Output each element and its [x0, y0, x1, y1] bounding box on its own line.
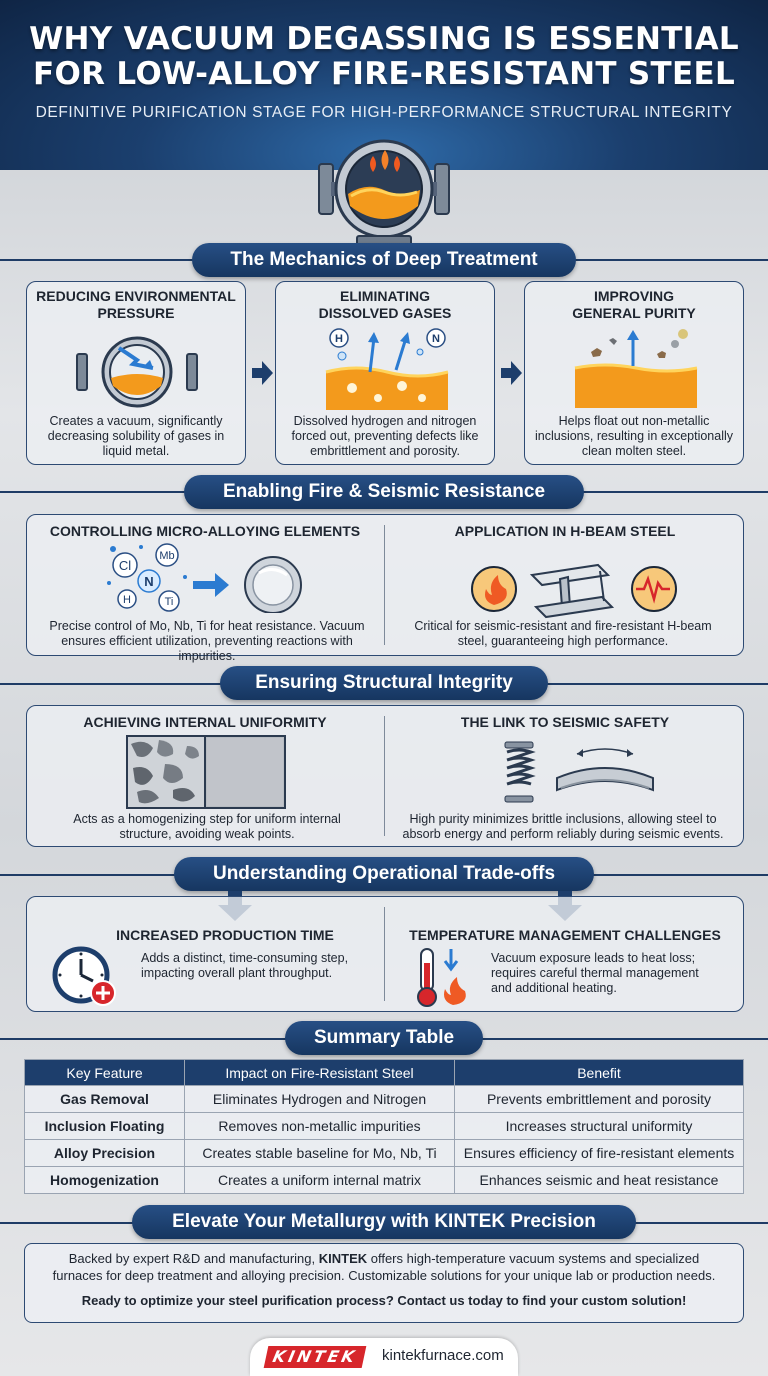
arrow-right-icon	[250, 360, 274, 386]
divider	[384, 907, 385, 1001]
table-row	[25, 1167, 744, 1194]
table-header: Benefit	[455, 1060, 744, 1086]
alloying-elements-icon	[105, 543, 325, 613]
mechanics-card-pressure	[26, 281, 246, 465]
table-header: Key Feature	[25, 1060, 185, 1086]
website-link[interactable]: kintekfurnace.com	[382, 1347, 504, 1364]
footer-tab	[250, 1338, 518, 1376]
vacuum-vessel-icon	[313, 120, 455, 250]
table-header: Impact on Fire-Resistant Steel	[185, 1060, 455, 1086]
table-cell: Ensures efficiency of fire-resistant elements	[455, 1140, 744, 1167]
summary-table	[24, 1059, 744, 1194]
table-cell: Creates a uniform internal matrix	[185, 1167, 455, 1194]
section-heading-mechanics: The Mechanics of Deep Treatment	[192, 243, 576, 277]
uniformity-title: ACHIEVING INTERNAL UNIFORMITY	[83, 714, 327, 730]
section-heading-fire-seismic: Enabling Fire & Seismic Resistance	[184, 475, 584, 509]
card-title: REDUCING ENVIRONMENTAL PRESSURE	[36, 288, 236, 321]
clock-icon	[51, 945, 121, 1009]
seismic-safety-text: High purity minimizes brittle inclusions, allowing steel to absorb energy and perform reliably during seismic events.	[402, 812, 724, 841]
temperature-title: TEMPERATURE MANAGEMENT CHALLENGES	[409, 927, 721, 943]
table-cell: Inclusion Floating	[25, 1113, 185, 1140]
micro-alloying-title: CONTROLLING MICRO-ALLOYING ELEMENTS	[49, 523, 361, 539]
h-beam-title: APPLICATION IN H-BEAM STEEL	[454, 523, 676, 539]
hydrogen-label: H	[335, 333, 343, 345]
section-heading-summary: Summary Table	[285, 1021, 483, 1055]
title-line-1: WHY VACUUM DEGASSING IS ESSENTIAL	[29, 21, 739, 57]
table-cell: Removes non-metallic impurities	[185, 1113, 455, 1140]
mechanics-card-purity	[524, 281, 744, 465]
card-description: Dissolved hydrogen and nitrogen forced out, preventing defects like embrittlement and porosity.	[291, 414, 479, 458]
nitrogen-label: N	[432, 333, 440, 345]
integrity-card	[26, 705, 744, 847]
thermometer-heat-loss-icon	[413, 945, 477, 1009]
element-ti: Ti	[164, 596, 174, 608]
spring-and-bending-beam-icon	[497, 738, 657, 806]
table-cell: Alloy Precision	[25, 1140, 185, 1167]
uniformity-text: Acts as a homogenizing step for uniform internal structure, avoiding weak points.	[73, 812, 341, 841]
kintek-logo[interactable]: KINTEK	[264, 1346, 367, 1368]
page-subtitle: DEFINITIVE PURIFICATION STAGE FOR HIGH-PERFORMANCE STRUCTURAL INTEGRITY	[35, 104, 733, 121]
micro-alloying-text: Precise control of Mo, Nb, Ti for heat resistance. Vacuum ensures efficient utilization, preventing reactions with impurities.	[49, 619, 365, 663]
vacuum-chamber-icon	[75, 334, 199, 410]
element-mb: Mb	[159, 550, 175, 562]
production-time-title: INCREASED PRODUCTION TIME	[116, 927, 334, 943]
title-line-2: FOR LOW-ALLOY FIRE-RESISTANT STEEL	[33, 56, 735, 92]
arrow-right-icon	[499, 360, 523, 386]
table-row	[25, 1086, 744, 1113]
section-heading-kintek: Elevate Your Metallurgy with KINTEK Precision	[132, 1205, 636, 1239]
table-cell: Homogenization	[25, 1167, 185, 1194]
inclusions-float-icon	[571, 328, 701, 412]
card-title: IMPROVING GENERAL PURITY	[572, 288, 696, 321]
table-cell: Gas Removal	[25, 1086, 185, 1113]
table-row	[25, 1140, 744, 1167]
h-beam-fire-seismic-icon	[470, 547, 680, 619]
cta-description: Backed by expert R&D and manufacturing, KINTEK offers high-temperature vacuum systems and specialized furnaces for deep treatment and alloying precision. Customizable solutions for your unique lab or production needs.	[52, 1251, 716, 1283]
element-h: H	[123, 594, 131, 606]
tradeoffs-card	[26, 896, 744, 1012]
cta-question: Ready to optimize your steel purification process? Contact us today to find your custom solution!	[81, 1293, 687, 1308]
mechanics-card-gases	[275, 281, 495, 465]
section-heading-tradeoffs: Understanding Operational Trade-offs	[174, 857, 594, 891]
card-description: Creates a vacuum, significantly decreasing solubility of gases in liquid metal.	[47, 414, 225, 458]
divider	[384, 525, 385, 645]
h-beam-text: Critical for seismic-resistant and fire-resistant H-beam steel, guaranteeing high performance.	[414, 619, 712, 648]
element-n: N	[144, 574, 154, 589]
divider	[384, 716, 385, 836]
table-cell: Prevents embrittlement and porosity	[455, 1086, 744, 1113]
table-header-row	[25, 1060, 744, 1086]
table-cell: Creates stable baseline for Mo, Nb, Ti	[185, 1140, 455, 1167]
card-title: ELIMINATING DISSOLVED GASES	[318, 288, 452, 321]
microstructure-comparison-icon	[125, 734, 287, 810]
table-cell: Increases structural uniformity	[455, 1113, 744, 1140]
section-heading-integrity: Ensuring Structural Integrity	[220, 666, 548, 700]
table-cell: Enhances seismic and heat resistance	[455, 1167, 744, 1194]
table-cell: Eliminates Hydrogen and Nitrogen	[185, 1086, 455, 1113]
element-cl: Cl	[118, 558, 132, 573]
production-time-text: Adds a distinct, time-consuming step, impacting overall plant throughput.	[141, 951, 349, 980]
seismic-safety-title: THE LINK TO SEISMIC SAFETY	[460, 714, 670, 730]
fire-seismic-card	[26, 514, 744, 663]
temperature-text: Vacuum exposure leads to heat loss; requires careful thermal management and additional heating.	[491, 951, 699, 995]
molten-bath-gas-icon	[322, 328, 452, 412]
brand-name: KINTEK	[318, 1251, 368, 1266]
card-description: Helps float out non-metallic inclusions, resulting in exceptionally clean molten steel.	[534, 414, 734, 458]
table-row	[25, 1113, 744, 1140]
page-title	[0, 0, 768, 92]
kintek-cta-box	[24, 1243, 744, 1323]
